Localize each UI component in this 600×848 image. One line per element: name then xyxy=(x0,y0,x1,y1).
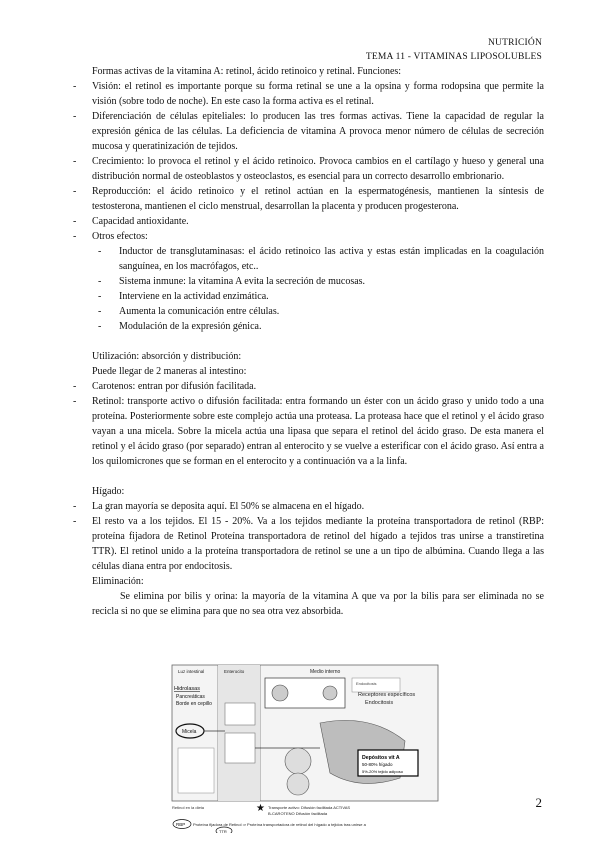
list-item: - Visión: el retinol es importante porque su forma retinal se une a la opsina y forma rodopsina que permite la visión (sobre todo de noche). En este caso la forma activa es el retinal. xyxy=(73,81,544,107)
col-enterocito-label: Enterocito xyxy=(224,669,245,674)
caption-line2: B-CAROTENO Difusión facilitada xyxy=(268,811,328,816)
sub-list-item: - Modulación de la expresión génica. xyxy=(98,321,262,332)
endocitosis-label: Endocitosis xyxy=(365,700,394,706)
header-topic: TEMA 11 - VITAMINAS LIPOSOLUBLES xyxy=(365,52,542,62)
intro-paragraph: Formas activas de la vitamina A: retinol, ácido retinoico y retinal. Funciones: xyxy=(92,66,402,77)
check-borde: Borde en cepillo xyxy=(176,701,212,707)
elimination-heading: Eliminación: xyxy=(92,576,144,587)
header-subject: NUTRICIÓN xyxy=(487,38,542,48)
list-item: - Crecimiento: lo provoca el retinol y el ácido retinoico. Provoca cambios en el cartílago y hueso y general una distribución normal de osteoblastos y osteoclastos, es esencial para un correcto desarrollo embrionario. xyxy=(73,156,544,182)
svg-text:Endocitosis: Endocitosis xyxy=(356,681,377,686)
sub-list-item: - Inductor de transglutaminasas: el ácido retinoico las activa y estas están implicadas en la coagulación sanguínea, en los macrófagos, etc.. xyxy=(98,246,544,272)
hidrolasas-label: Hidrolasas xyxy=(174,686,200,692)
liver-heading: Hígado: xyxy=(92,486,125,497)
depositos-adipose: 5%-20% tejido adiposo xyxy=(362,769,403,774)
list-item: - La gran mayoría se deposita aquí. El 50% se almacena en el hígado. xyxy=(73,501,365,512)
list-item: - Diferenciación de células epiteliales: lo producen las tres formas activas. Tiene la capacidad de regular la expresión génica de las células. La deficiencia de vitamina A provoca menor número de células de secreción mucosa y queratinización de tejidos. xyxy=(73,111,544,152)
list-item: - Carotenos: entran por difusión facilitada. xyxy=(73,381,257,392)
list-item: - Otros efectos: xyxy=(73,231,148,242)
caption-line1: Transporte activo: Difusión facilitada ACTIVAS xyxy=(268,805,351,810)
sub-list-item: - Interviene en la actividad enzimática. xyxy=(98,291,269,302)
list-item: - Capacidad antioxidante. xyxy=(73,216,189,227)
absorption-lead: Puede llegar de 2 maneras al intestino: xyxy=(92,366,247,377)
sub-list-item: - Sistema inmune: la vitamina A evita la secreción de mucosas. xyxy=(98,276,366,287)
elimination-text: Se elimina por bilis y orina: la mayoría de la vitamina A que va por la bilis para ser eliminada no se recicla si no que se elimina para que no sea otra vez absorbida. xyxy=(92,591,544,617)
check-pancreaticas: Pancreáticas xyxy=(176,694,205,700)
micela-label: Micela xyxy=(182,729,197,735)
figure-bottom-left: Retinol en la dieta xyxy=(172,805,205,810)
sub-list-item: - Aumenta la comunicación entre células. xyxy=(98,306,280,317)
list-item: - Reproducción: el ácido retinoico y el retinol actúan en la espermatogénesis, mantienen la síntesis de testosterona, mantienen el ciclo menstrual, desarrollan la placenta y producen progesterona. xyxy=(73,186,544,212)
col-luz-label: Luz intestinal xyxy=(178,669,205,674)
page-body xyxy=(64,64,544,619)
depositos-title: Depósitos vit A xyxy=(362,755,400,761)
rbp-text: Proteína fijadora de Retinol ⇒ Proteína transportadora de retinol del hígado a tejidos tras unirse a xyxy=(193,822,366,827)
list-item: - Retinol: transporte activo o difusión facilitada: entra formando un éster con un ácido graso y unido todo a una proteína. Posteriormente sobre este complejo actúa una proteasa. La proteasa hace que el retinol y el ácido graso vayan a una micela. Sobre la micela actúa una lipasa que separa el retinol del ácido graso. De esta manera el retinol y el ácido graso (por separado) entran al enterocito y se vuelve a esterificar con el ácido graso. Así entra a los quilomicrones que se forman en el enterocito y a continuación va a la linfa. xyxy=(73,396,544,467)
vitamin-a-absorption-figure xyxy=(170,663,440,833)
col-medio-label: Medio interno xyxy=(310,669,341,675)
receptor-label: Receptores específicos xyxy=(358,692,416,698)
running-header xyxy=(366,36,542,64)
ttr-label: TTR xyxy=(219,829,227,833)
rbp-label: RBP xyxy=(176,822,186,827)
absorption-heading: Utilización: absorción y distribución: xyxy=(92,351,242,362)
page-number: 2 xyxy=(535,795,542,810)
depositos-liver: 50-80% hígado xyxy=(362,762,393,767)
list-item: - El resto va a los tejidos. El 15 - 20%. Va a los tejidos mediante la proteína transportadora de retinol (RBP: proteína fijadora de Retinol Proteína transportadora de retinol del hígado a tejidos tras unirse a transtiretina TTR). El retinol unido a la proteína transportadora de retinol se une a un tipo de albúmina. Cuando llega a las células diana entra por endocitosis. xyxy=(73,516,544,572)
star-icon: ★ xyxy=(256,803,265,814)
